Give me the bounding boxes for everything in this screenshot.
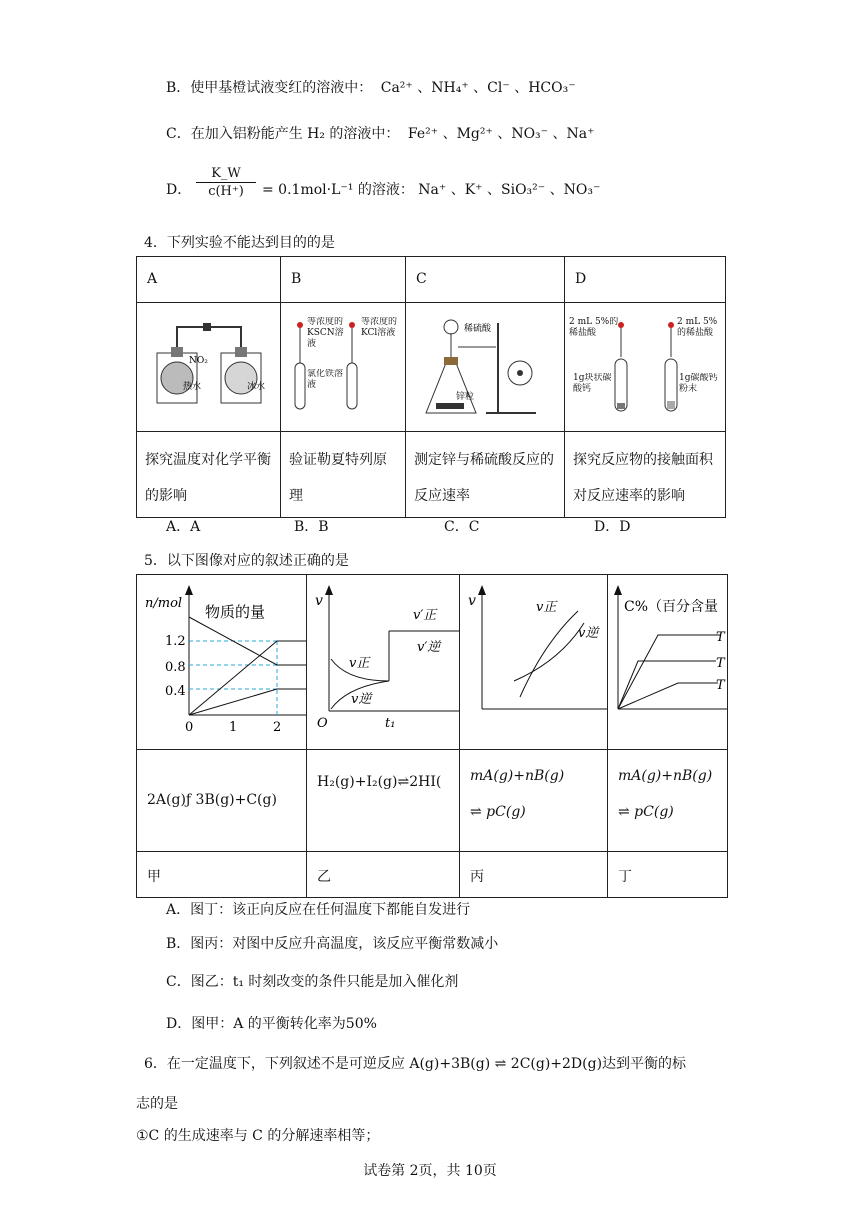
q3-option-b-ions: Ca²⁺ 、NH₄⁺ 、Cl⁻ 、HCO₃⁻ (380, 80, 576, 96)
q5-graph-ding (608, 575, 728, 750)
ding-ylabel: C%（百分含量 (624, 599, 719, 615)
kcl-label: 等浓度的KCl溶液 (361, 317, 398, 338)
ice-water-label: 冰水 (247, 382, 266, 392)
ding-t-1: T (716, 630, 725, 645)
q4-figure-b (281, 303, 406, 432)
q5-reaction-jia: 2A(g)ƒ 3B(g)+C(g) (137, 750, 307, 852)
q4-desc-a: 探究温度对化学平衡的影响 (137, 432, 281, 518)
jia-ytick-1-2: 1.2 (165, 634, 186, 649)
no2-label: NO₂ (189, 356, 208, 366)
jia-xtick-2: 2 (273, 720, 282, 735)
q4-table (136, 256, 726, 518)
zinc-label: 锌粒 (456, 392, 475, 402)
q4-answer-a: A．A (166, 519, 201, 535)
q5-name-bing: 丙 (460, 852, 608, 898)
jia-ytick-0-4: 0.4 (165, 684, 186, 699)
q6-stem-line2: 志的是 (136, 1096, 178, 1112)
q4-figure-a (137, 303, 281, 432)
q5-option-b: B．图丙：对图中反应升高温度，该反应平衡常数减小 (166, 936, 499, 952)
bing-v-zheng: v正 (536, 600, 557, 615)
jia-ytick-0-8: 0.8 (165, 660, 186, 675)
bing-ylabel: v (468, 593, 476, 609)
q6-item-1: ①C 的生成速率与 C 的分解速率相等； (136, 1128, 380, 1144)
q5-reaction-bing: mA(g)+nB(g) ⇌ pC(g) (460, 750, 608, 852)
fecl3-label: 氯化铁溶液 (307, 369, 343, 390)
fraction-numerator: K_W (211, 166, 241, 181)
q5-option-c: C．图乙：t₁ 时刻改变的条件只能是加入催化剂 (166, 974, 459, 990)
jia-xtick-1: 1 (229, 720, 238, 735)
q5-option-a: A．图丁：该正向反应在任何温度下都能自发进行 (166, 902, 471, 918)
hcl-right-label: 2 mL 5%的稀盐酸 (677, 317, 718, 338)
q4-answer-c: C．C (444, 519, 480, 535)
caco3-block-label: 1g块状碳酸钙 (573, 373, 612, 394)
q4-figure-d (565, 303, 726, 432)
q4-header-d: D (565, 257, 726, 303)
page-footer: 试卷第 2页，共 10页 (363, 1163, 497, 1179)
yi-ylabel: v (315, 593, 323, 609)
q3-option-b (166, 78, 576, 98)
caco3-powder-label: 1g碳酸钙粉末 (679, 373, 718, 394)
yi-origin: O (317, 716, 328, 731)
q4-answers (166, 516, 686, 536)
q4-header-a: A (137, 257, 281, 303)
q4-figure-c (406, 303, 565, 432)
q4-header-c: C (406, 257, 565, 303)
q3-option-c-ions: Fe²⁺ 、Mg²⁺ 、NO₃⁻ 、Na⁺ (407, 126, 595, 142)
fraction-bar (196, 182, 256, 183)
q4-answer-d: D．D (594, 519, 631, 535)
q5-option-d: D．图甲：A 的平衡转化率为50% (166, 1016, 377, 1032)
q4-desc-b: 验证勒夏特列原理 (281, 432, 406, 518)
jia-xtick-0: 0 (185, 720, 194, 735)
q5-graph-bing (460, 575, 608, 750)
q5-stem: 5．以下图像对应的叙述正确的是 (144, 553, 349, 569)
q5-reaction-yi: H₂(g)+I₂(g)⇌2HI( (307, 750, 460, 852)
q5-name-jia: 甲 (137, 852, 307, 898)
q5-table (136, 574, 728, 898)
q3-option-d-label: D． (166, 182, 192, 198)
hot-water-label: 热水 (183, 382, 202, 392)
q5-graph-yi (307, 575, 460, 750)
q4-desc-c: 测定锌与稀硫酸反应的反应速率 (406, 432, 565, 518)
yi-t1: t₁ (385, 716, 396, 731)
q3-option-d-fraction (196, 166, 256, 199)
kscn-label: 等浓度的KSCN溶液 (307, 317, 344, 349)
yi-v-zheng: v正 (349, 656, 370, 671)
yi-v-ni: v逆 (351, 692, 372, 707)
q4-desc-d: 探究反应物的接触面积对反应速率的影响 (565, 432, 726, 518)
q5-name-yi: 乙 (307, 852, 460, 898)
q3-option-b-prefix: B．使甲基橙试液变红的溶液中： (166, 80, 373, 96)
dilute-acid-label: 稀硫酸 (464, 324, 492, 334)
bing-v-ni: v逆 (578, 626, 599, 641)
ding-t-2: T (716, 656, 725, 671)
jia-ylabel: n/mol (145, 596, 183, 611)
q4-header-b: B (281, 257, 406, 303)
yi-v-ni-prime: v′逆 (417, 640, 441, 655)
q5-name-ding: 丁 (608, 852, 728, 898)
q6-stem-line1: 6．在一定温度下，下列叙述不是可逆反应 A(g)+3B(g) ⇌ 2C(g)+2D(g)达到平衡的标 (144, 1056, 687, 1072)
yi-v-zheng-prime: v′正 (413, 608, 437, 623)
q3-option-d-rest: = 0.1mol·L⁻¹ 的溶液： Na⁺ 、K⁺ 、SiO₃²⁻ 、NO₃⁻ (262, 182, 601, 198)
q5-graph-jia (137, 575, 307, 750)
q4-stem: 4．下列实验不能达到目的的是 (144, 235, 335, 251)
fraction-denominator: c(H⁺) (208, 184, 244, 199)
hcl-left-label: 2 mL 5%的稀盐酸 (569, 317, 619, 338)
q3-option-c (166, 124, 595, 144)
ding-t-3: T (716, 678, 725, 693)
q5-reaction-ding: mA(g)+nB(g) ⇌ pC(g) (608, 750, 728, 852)
jia-title: 物质的量 (205, 603, 266, 621)
q4-answer-b: B．B (294, 519, 329, 535)
q3-option-c-prefix: C．在加入铝粉能产生 H₂ 的溶液中： (166, 126, 400, 142)
